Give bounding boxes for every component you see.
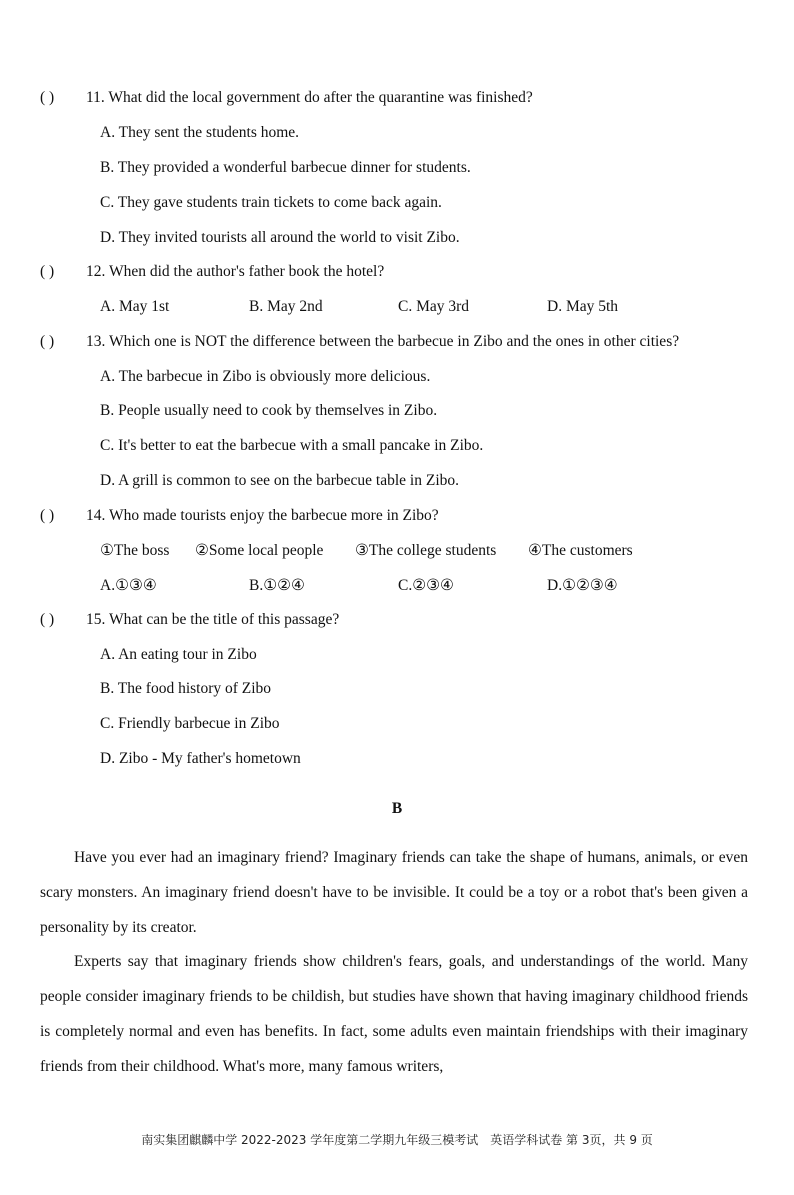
passage-paragraph-2: Experts say that imaginary friends show children's fears, goals, and understandings of the world. Many people consider imaginary friends to be childish, but studies have shown that having imaginary childhood friends is completely normal and even has benefits. In fact, some adults even maintain friendships with their imaginary friends from their childhood. What's more, many famous writers, — [40, 953, 748, 1075]
question-15-option-b: B. The food history of Zibo — [100, 680, 272, 697]
page-footer: 南实集团麒麟中学 2022-2023 学年度第二学期九年级三模考试 英语学科试卷 第 3页，共 9 页 — [141, 1133, 653, 1147]
question-12-option-c: C. May 3rd — [398, 298, 470, 315]
choice-1: ①The boss — [100, 542, 170, 559]
question-15-option-c: C. Friendly barbecue in Zibo — [100, 715, 280, 732]
question-11-stem: ( ) 11. What did the local government do after the quarantine was finished? — [40, 89, 533, 106]
question-11-option-d: D. They invited tourists all around the world to visit Zibo. — [100, 229, 460, 246]
question-11-option-a: A. They sent the students home. — [100, 124, 300, 141]
answer-blank[interactable]: ( ) — [40, 89, 55, 106]
question-14-stem: ( ) 14. Who made tourists enjoy the barbecue more in Zibo? — [40, 507, 439, 524]
question-14-option-d: D.①②③④ — [547, 577, 618, 594]
question-15-option-a: A. An eating tour in Zibo — [100, 646, 257, 663]
question-12-option-a: A. May 1st — [100, 298, 170, 315]
question-13-option-d: D. A grill is common to see on the barbecue table in Zibo. — [100, 472, 460, 489]
question-14-option-b: B.①②④ — [249, 577, 305, 594]
answer-blank[interactable]: ( ) — [40, 611, 55, 628]
question-11-option-b: B. They provided a wonderful barbecue dinner for students. — [100, 159, 471, 176]
question-13-stem: ( ) 13. Which one is NOT the difference between the barbecue in Zibo and the ones in other cities? — [40, 333, 680, 350]
question-12-option-b: B. May 2nd — [249, 298, 323, 315]
choice-3: ③The college students — [355, 542, 497, 559]
question-12-option-d: D. May 5th — [547, 298, 619, 315]
answer-blank[interactable]: ( ) — [40, 507, 55, 524]
passage-paragraph-1: Have you ever had an imaginary friend? Imaginary friends can take the shape of humans, animals, or even scary monsters. An imaginary friend doesn't have to be invisible. It could be a toy or a robot that's been given a personality by its creator. — [40, 849, 748, 936]
answer-blank[interactable]: ( ) — [40, 263, 55, 280]
question-15-stem: ( ) 15. What can be the title of this passage? — [40, 611, 340, 628]
question-15-option-d: D. Zibo - My father's hometown — [100, 750, 301, 767]
question-13-option-a: A. The barbecue in Zibo is obviously more delicious. — [100, 368, 431, 385]
question-11-option-c: C. They gave students train tickets to come back again. — [100, 194, 442, 211]
choice-2: ②Some local people — [195, 542, 324, 559]
answer-blank[interactable]: ( ) — [40, 333, 55, 350]
question-14-option-a: A.①③④ — [100, 577, 157, 594]
question-14-option-c: C.②③④ — [398, 577, 454, 594]
section-heading: B — [391, 800, 403, 817]
question-13-option-b: B. People usually need to cook by themselves in Zibo. — [100, 402, 438, 419]
question-13-option-c: C. It's better to eat the barbecue with a small pancake in Zibo. — [100, 437, 484, 454]
question-12-stem: ( ) 12. When did the author's father book the hotel? — [40, 263, 385, 280]
reading-passage — [40, 841, 748, 1085]
choice-4: ④The customers — [528, 542, 633, 559]
